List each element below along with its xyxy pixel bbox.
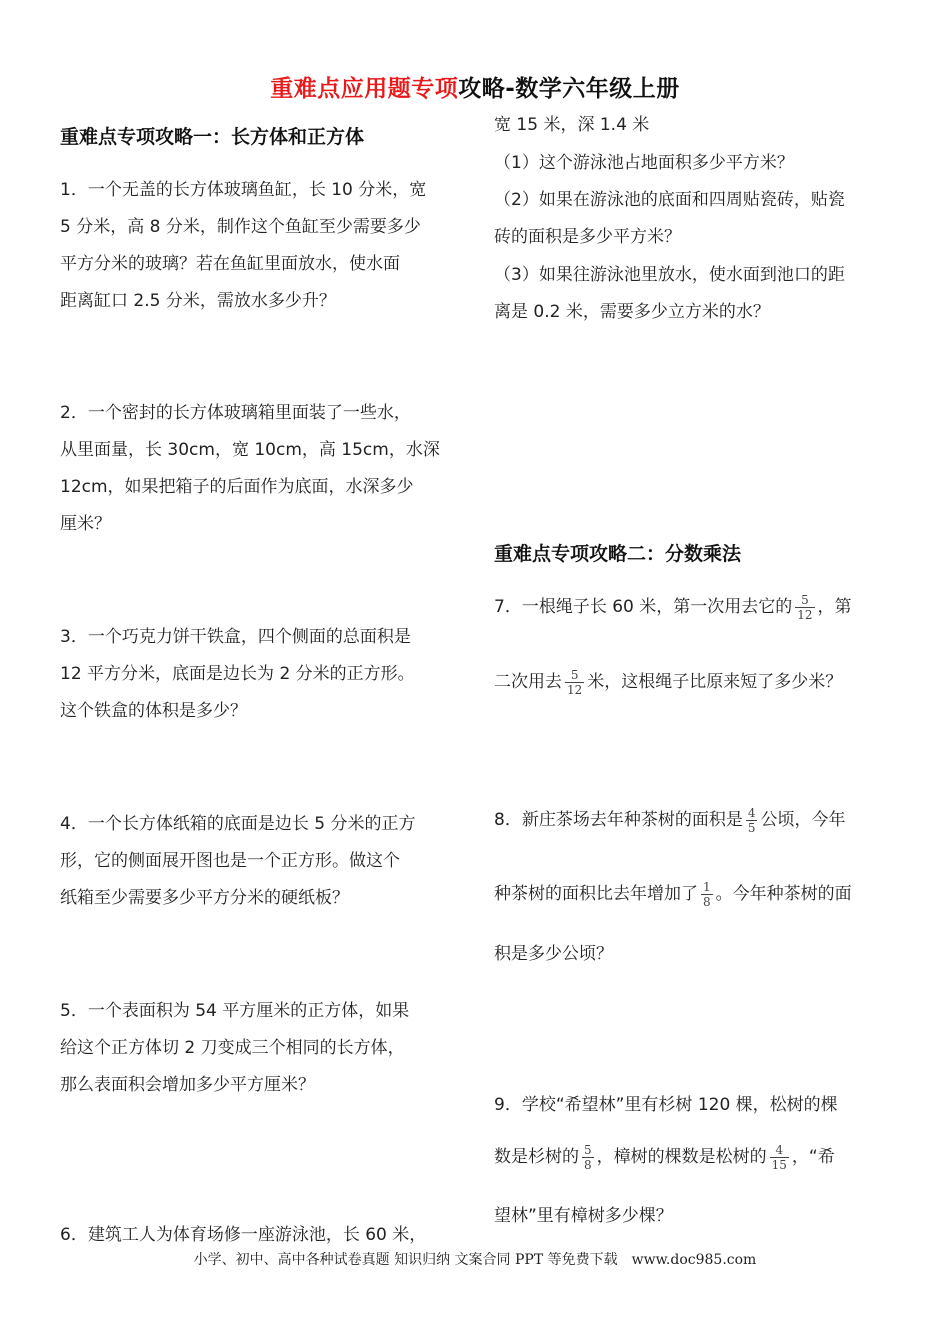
fraction-denominator: 8 [703, 894, 711, 909]
q3-line3: 这个铁盒的体积是多少？ [60, 701, 247, 721]
q9-line3: 望林”里有樟树多少棵？ [494, 1206, 673, 1226]
q7-text-c: 二次用去 [494, 672, 562, 692]
q1-line1: 1．一个无盖的长方体玻璃鱼缸，长 10 分米，宽 [60, 180, 427, 200]
q8-text-b: 公顷，今年 [760, 810, 846, 830]
fraction-numerator: 4 [747, 805, 756, 820]
fraction-denominator: 5 [747, 820, 756, 835]
title-red-part: 重难点应用题专项 [270, 76, 459, 102]
q3-line1: 3．一个巧克力饼干铁盒，四个侧面的总面积是 [60, 627, 411, 647]
q2-line3: 12cm，如果把箱子的后面作为底面，水深多少 [60, 477, 414, 497]
fraction-denominator: 15 [771, 1157, 787, 1172]
footer-text: 小学、初中、高中各种试卷真题 知识归纳 文案合同 PPT 等免费下载 [193, 1252, 618, 1268]
fraction-numerator: 5 [570, 667, 579, 682]
q9-text-c: ，“希 [791, 1147, 835, 1167]
page-footer [0, 1249, 950, 1269]
q5-line1: 5．一个表面积为 54 平方厘米的正方体，如果 [60, 1001, 410, 1021]
fraction-denominator: 12 [567, 682, 583, 697]
q3-line2: 12 平方分米，底面是边长为 2 分米的正方形。 [60, 664, 415, 684]
fraction [582, 1143, 594, 1172]
q9-text-b: ，樟树的棵数是松树的 [596, 1147, 767, 1167]
q1-line4: 距离缸口 2.5 分米，需放水多少升？ [60, 291, 336, 311]
title-black-part: 攻略-数学六年级上册 [458, 76, 680, 102]
q7-line2 [494, 667, 842, 697]
q8-text-d: 。今年种茶树的面 [715, 884, 852, 904]
q2-line4: 厘米？ [60, 514, 111, 534]
q7-line1 [494, 592, 852, 622]
fraction-numerator: 4 [775, 1142, 784, 1157]
fraction [565, 668, 584, 697]
fraction [770, 1143, 789, 1172]
q1-line3: 平方分米的玻璃？若在鱼缸里面放水，使水面 [60, 254, 400, 274]
q6-line7: 离是 0.2 米，需要多少立方米的水？ [494, 302, 770, 322]
fraction-numerator: 5 [801, 592, 809, 607]
q5-line2: 给这个正方体切 2 刀变成三个相同的长方体， [60, 1038, 405, 1058]
q2-line1: 2．一个密封的长方体玻璃箱里面装了一些水， [60, 403, 411, 423]
q1-line2: 5 分米，高 8 分米，制作这个鱼缸至少需要多少 [60, 217, 421, 237]
fraction-denominator: 12 [797, 607, 813, 622]
section1-heading: 重难点专项攻略一：长方体和正方体 [60, 126, 365, 148]
q6-line4: （2）如果在游泳池的底面和四周贴瓷砖，贴瓷 [494, 190, 845, 210]
q8-line1 [494, 805, 845, 835]
page-title [0, 70, 950, 103]
q9-line1: 9．学校“希望林”里有杉树 120 棵，松树的棵 [494, 1095, 838, 1115]
q4-line2: 形，它的侧面展开图也是一个正方形。做这个 [60, 851, 400, 871]
q5-line3: 那么表面积会增加多少平方厘米？ [60, 1075, 315, 1095]
fraction [795, 593, 814, 622]
q6-line6: （3）如果往游泳池里放水，使水面到池口的距 [494, 265, 845, 285]
q7-text-d: 米，这根绳子比原来短了多少米？ [587, 672, 843, 692]
q6-line1: 6．建筑工人为体育场修一座游泳池，长 60 米， [60, 1225, 427, 1245]
q9-text-a: 数是杉树的 [494, 1147, 579, 1167]
q8-text-c: 种茶树的面积比去年增加了 [494, 884, 698, 904]
q7-text-b: ，第 [817, 597, 852, 617]
fraction-numerator: 5 [584, 1142, 592, 1157]
q6-line5: 砖的面积是多少平方米？ [494, 227, 681, 247]
footer-url[interactable]: www.doc985.com [631, 1252, 757, 1268]
q4-line3: 纸箱至少需要多少平方分米的硬纸板？ [60, 888, 349, 908]
q9-line2 [494, 1142, 835, 1172]
q2-line2: 从里面量，长 30cm，宽 10cm，高 15cm，水深 [60, 440, 440, 460]
fraction [701, 880, 713, 909]
fraction-numerator: 1 [703, 879, 711, 894]
q8-line3: 积是多少公顷？ [494, 944, 613, 964]
section2-heading: 重难点专项攻略二：分数乘法 [494, 543, 742, 565]
q6-line3: （1）这个游泳池占地面积多少平方米？ [494, 153, 794, 173]
q8-text-a: 8．新庄茶场去年种茶树的面积是 [494, 810, 743, 830]
fraction [746, 806, 758, 835]
fraction-denominator: 8 [584, 1157, 592, 1172]
q6-line2: 宽 15 米，深 1.4 米 [494, 115, 650, 135]
q7-text-a: 7．一根绳子长 60 米，第一次用去它的 [494, 597, 793, 617]
q4-line1: 4．一个长方体纸箱的底面是边长 5 分米的正方 [60, 814, 416, 834]
q8-line2 [494, 879, 852, 909]
